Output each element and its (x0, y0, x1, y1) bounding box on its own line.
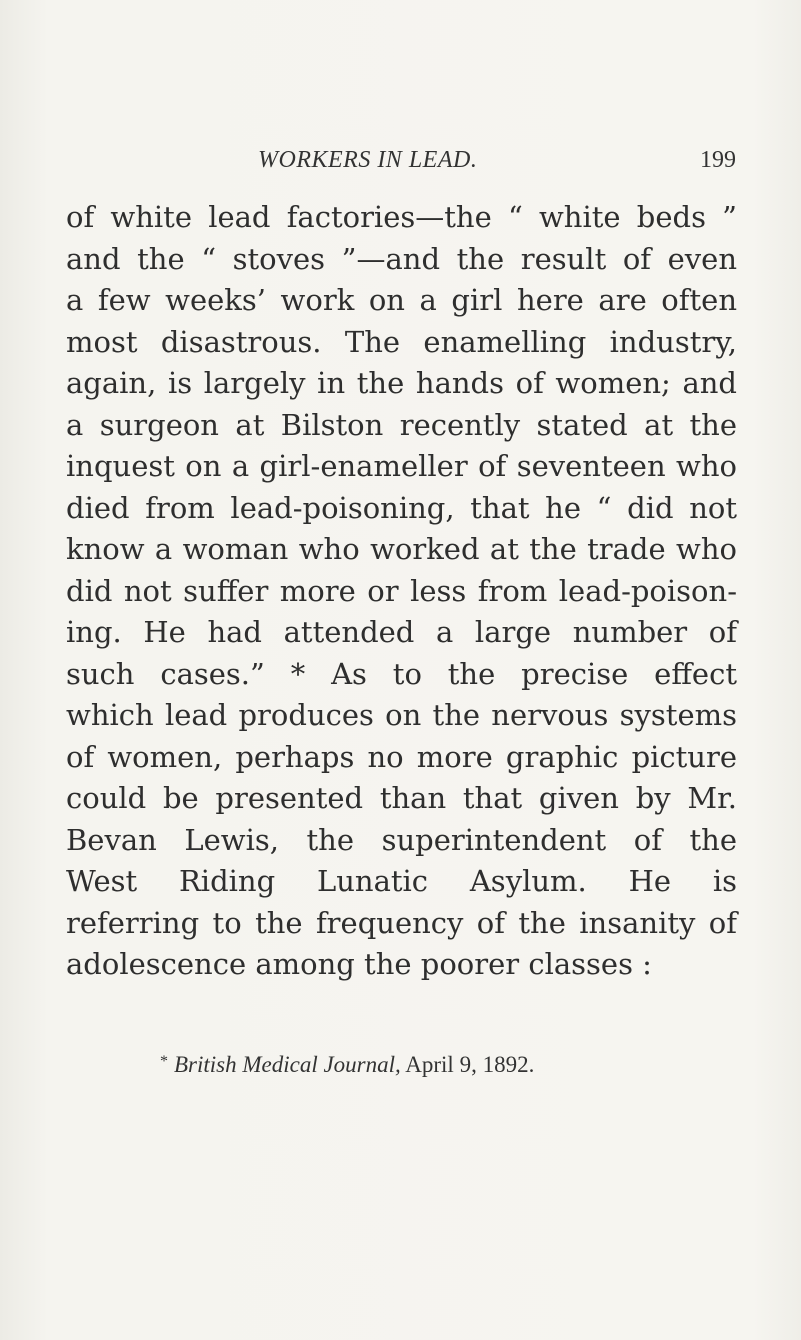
footnote (160, 1052, 534, 1078)
text-line: most disastrous. The enamelling industry, (66, 324, 737, 359)
page-number: 199 (700, 147, 736, 173)
text-line: could be presented than that given by Mr. (66, 781, 737, 815)
text-line: ing. He had attended a large number of (66, 615, 737, 649)
text-line: referring to the frequency of the insanity of (66, 905, 737, 940)
text-line: and the “ stoves ”—and the result of even (66, 241, 737, 276)
text-line: West Riding Lunatic Asylum. He is (66, 864, 737, 898)
text-line: Bevan Lewis, the superintendent of the (66, 822, 737, 857)
text-line: such cases.” * As to the precise effect (66, 656, 737, 691)
text-line: of women, perhaps no more graphic picture (66, 739, 737, 774)
running-title: WORKERS IN LEAD. (258, 147, 478, 173)
text-line: did not suffer more or less from lead-poison- (66, 573, 737, 608)
text-line: a surgeon at Bilston recently stated at the (66, 407, 737, 442)
text-line: of white lead factories—the “ white beds ” (66, 200, 737, 234)
body-text (66, 197, 737, 986)
footnote-date: April 9, 1892. (405, 1052, 535, 1077)
running-head (66, 147, 736, 181)
footnote-marker: * (160, 1053, 168, 1070)
text-line: inquest on a girl-enameller of seventeen who (66, 449, 737, 483)
footnote-journal: British Medical Journal, (174, 1052, 401, 1077)
text-line: a few weeks’ work on a girl here are often (66, 283, 737, 317)
text-line-last: adolescence among the poorer classes : (66, 947, 652, 981)
text-line: died from lead-poisoning, that he “ did not (66, 490, 737, 525)
text-line: again, is largely in the hands of women; and (66, 366, 737, 400)
text-line: know a woman who worked at the trade who (66, 532, 737, 566)
text-line: which lead produces on the nervous systems (66, 698, 737, 732)
